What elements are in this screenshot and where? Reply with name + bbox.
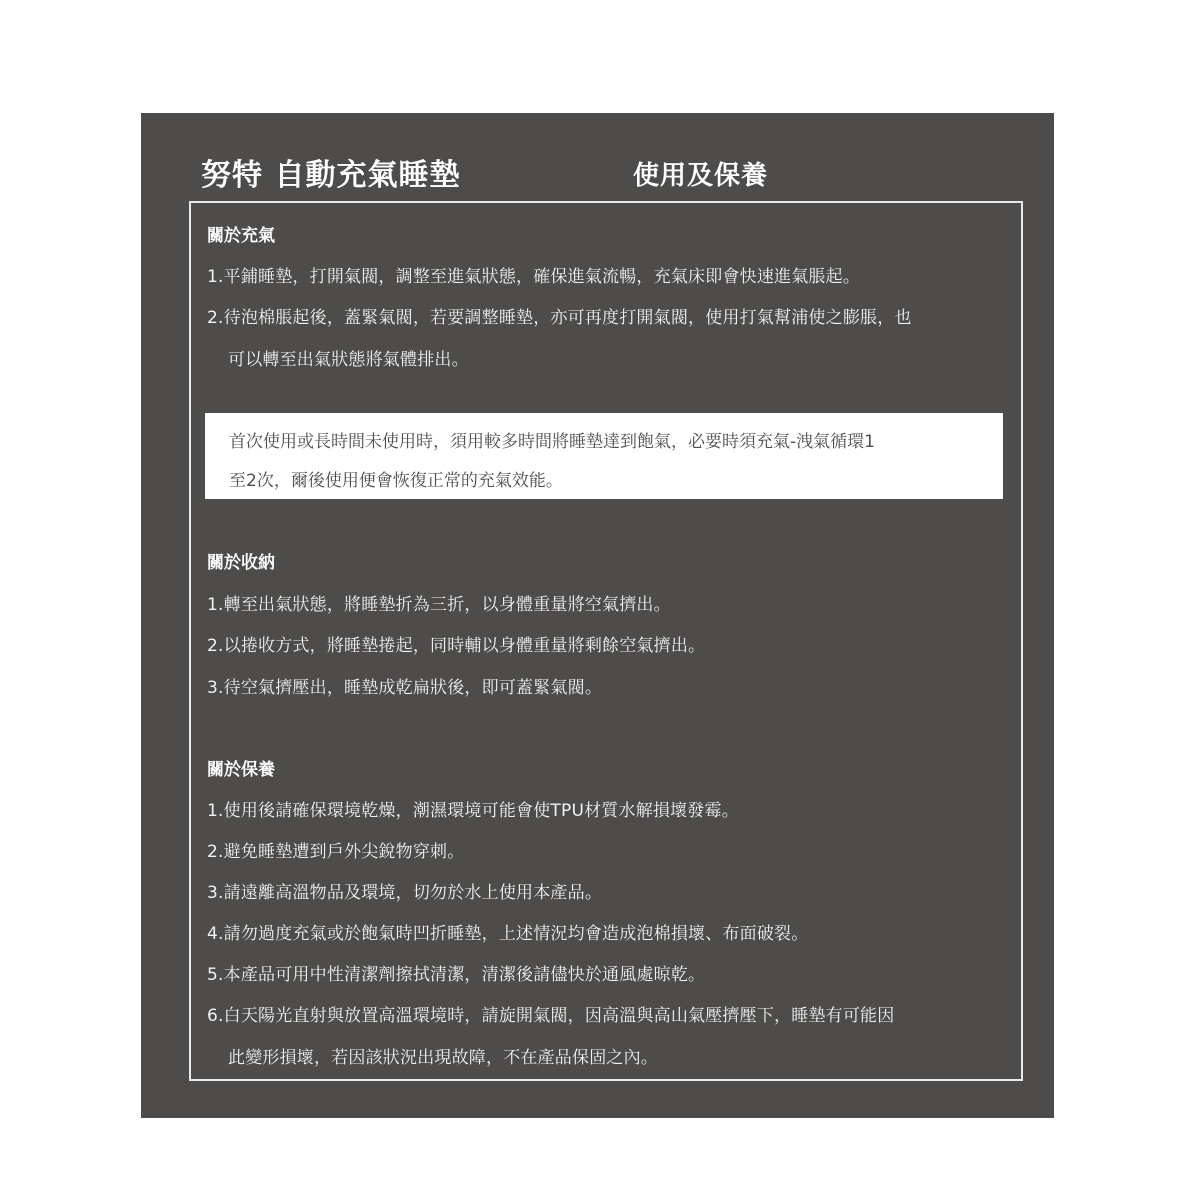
product-title: 努特 自動充氣睡墊 <box>201 158 461 193</box>
inflation-item-2-cont: 可以轉至出氣狀態將氣體排出。 <box>228 350 469 370</box>
inflation-item-1: 1.平鋪睡墊，打開氣閥，調整至進氣狀態，確保進氣流暢，充氣床即會快速進氣脹起。 <box>207 267 861 287</box>
care-item-6-cont: 此變形損壞，若因該狀況出現故障，不在產品保固之內。 <box>228 1048 658 1068</box>
storage-heading: 關於收納 <box>207 553 275 573</box>
storage-item-3: 3.待空氣擠壓出，睡墊成乾扁狀後，即可蓋緊氣閥。 <box>207 678 603 698</box>
note-line-2: 至2次，爾後使用便會恢復正常的充氣效能。 <box>229 471 563 491</box>
usage-care-title: 使用及保養 <box>633 161 769 191</box>
inflation-heading: 關於充氣 <box>207 226 275 246</box>
care-item-2: 2.避免睡墊遭到戶外尖銳物穿刺。 <box>207 842 465 862</box>
inflation-item-2: 2.待泡棉脹起後，蓋緊氣閥，若要調整睡墊，亦可再度打開氣閥，使用打氣幫浦使之膨脹，也 <box>207 308 912 328</box>
note-line-1: 首次使用或長時間未使用時，須用較多時間將睡墊達到飽氣，必要時須充氣-洩氣循環1 <box>229 432 875 452</box>
care-heading: 關於保養 <box>207 760 275 780</box>
care-item-3: 3.請遠離高溫物品及環境，切勿於水上使用本產品。 <box>207 883 603 903</box>
care-item-5: 5.本產品可用中性清潔劑擦拭清潔，清潔後請儘快於通風處晾乾。 <box>207 965 706 985</box>
care-item-1: 1.使用後請確保環境乾燥，潮濕環境可能會使TPU材質水解損壞發霉。 <box>207 801 739 821</box>
instruction-card <box>141 113 1054 1118</box>
care-item-4: 4.請勿過度充氣或於飽氣時凹折睡墊，上述情況均會造成泡棉損壞、布面破裂。 <box>207 924 809 944</box>
first-use-note <box>205 413 1003 499</box>
content-frame <box>189 201 1023 1081</box>
care-item-6: 6.白天陽光直射與放置高溫環境時，請旋開氣閥，因高溫與高山氣壓擠壓下，睡墊有可能因 <box>207 1006 895 1026</box>
storage-item-2: 2.以捲收方式，將睡墊捲起，同時輔以身體重量將剩餘空氣擠出。 <box>207 636 706 656</box>
storage-item-1: 1.轉至出氣狀態，將睡墊折為三折，以身體重量將空氣擠出。 <box>207 595 671 615</box>
